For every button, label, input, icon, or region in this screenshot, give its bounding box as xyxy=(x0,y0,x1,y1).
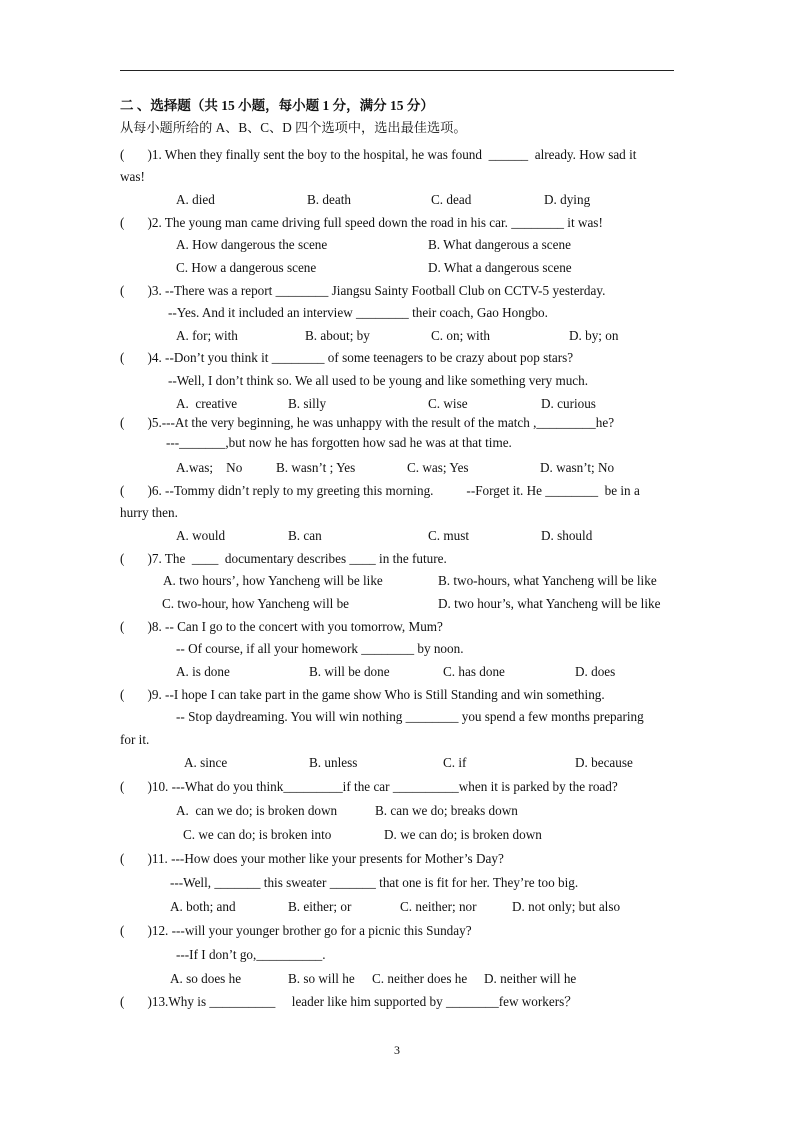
question-7-option-b[interactable]: B. two-hours, what Yancheng will be like xyxy=(438,573,657,588)
question-8-option-d[interactable]: D. does xyxy=(575,664,616,679)
question-10-stem: ( )10. ---What do you think_________if the car __________when it is parked by the road? xyxy=(120,779,618,794)
question-12-stem-cont: ---If I don’t go,__________. xyxy=(176,947,326,962)
question-3-option-b[interactable]: B. about; by xyxy=(305,328,370,343)
question-6-stem-cont: hurry then. xyxy=(120,505,178,520)
question-11-option-c[interactable]: C. neither; nor xyxy=(400,899,477,914)
question-9-option-d[interactable]: D. because xyxy=(575,755,633,770)
question-2-option-d[interactable]: D. What a dangerous scene xyxy=(428,260,572,275)
question-12-option-b[interactable]: B. so will he xyxy=(288,971,355,986)
question-8-option-b[interactable]: B. will be done xyxy=(309,664,390,679)
question-7-option-a[interactable]: A. two hours’, how Yancheng will be like xyxy=(163,573,383,588)
question-3-option-a[interactable]: A. for; with xyxy=(176,328,238,343)
question-2-option-a[interactable]: A. How dangerous the scene xyxy=(176,237,328,252)
question-11-option-a[interactable]: A. both; and xyxy=(170,899,236,914)
question-1-option-a[interactable]: A. died xyxy=(176,192,215,207)
question-7-option-d[interactable]: D. two hour’s, what Yancheng will be like xyxy=(438,596,661,611)
question-1-stem-cont: was! xyxy=(120,169,145,184)
question-2-option-c[interactable]: C. How a dangerous scene xyxy=(176,260,317,275)
question-9-option-a[interactable]: A. since xyxy=(184,755,228,770)
question-4-option-c[interactable]: C. wise xyxy=(428,396,468,411)
question-6-option-a[interactable]: A. would xyxy=(176,528,226,543)
page-number: 3 xyxy=(394,1043,400,1057)
question-11-stem: ( )11. ---How does your mother like your presents for Mother’s Day? xyxy=(120,851,504,866)
question-11-option-d[interactable]: D. not only; but also xyxy=(512,899,621,914)
question-9-option-c[interactable]: C. if xyxy=(443,755,467,770)
section-title: 二 、选择题（共 15 小题，每小题 1 分，满分 15 分） xyxy=(120,98,434,113)
question-10-option-c[interactable]: C. we can do; is broken into xyxy=(183,827,332,842)
question-11-stem-cont: ---Well, _______ this sweater _______ that one is fit for her. They’re too big. xyxy=(170,875,579,890)
question-5-option-b[interactable]: B. wasn’t ; Yes xyxy=(276,460,356,475)
question-3-option-d[interactable]: D. by; on xyxy=(569,328,619,343)
question-11-option-b[interactable]: B. either; or xyxy=(288,899,352,914)
question-10-option-d[interactable]: D. we can do; is broken down xyxy=(384,827,542,842)
question-5-option-d[interactable]: D. wasn’t; No xyxy=(540,460,615,475)
question-9-stem: ( )9. --I hope I can take part in the game show Who is Still Standing and win something. xyxy=(120,687,605,702)
question-4-option-a[interactable]: A. creative xyxy=(176,396,238,411)
question-2-option-b[interactable]: B. What dangerous a scene xyxy=(428,237,571,252)
question-4-option-d[interactable]: D. curious xyxy=(541,396,596,411)
question-1-stem: ( )1. When they finally sent the boy to the hospital, he was found ______ already. How sad it xyxy=(120,147,637,162)
question-4-option-b[interactable]: B. silly xyxy=(288,396,327,411)
question-9-option-b[interactable]: B. unless xyxy=(309,755,358,770)
question-12-option-d[interactable]: D. neither will he xyxy=(484,971,577,986)
question-5-option-c[interactable]: C. was; Yes xyxy=(407,460,469,475)
question-10-option-a[interactable]: A. can we do; is broken down xyxy=(176,803,338,818)
question-3-option-c[interactable]: C. on; with xyxy=(431,328,490,343)
question-5-stem: ( )5.---At the very beginning, he was unhappy with the result of the match ,_________he? xyxy=(120,415,615,430)
question-5-stem-cont: ---_______,but now he has forgotten how sad he was at that time. xyxy=(166,435,512,450)
question-12-option-c[interactable]: C. neither does he xyxy=(372,971,468,986)
question-6-option-b[interactable]: B. can xyxy=(288,528,322,543)
question-10-option-b[interactable]: B. can we do; breaks down xyxy=(375,803,518,818)
question-12-option-a[interactable]: A. so does he xyxy=(170,971,242,986)
question-13-stem: ( )13.Why is __________ leader like him supported by ________few workers？ xyxy=(120,994,578,1009)
header-rule xyxy=(120,70,674,71)
question-4-stem-cont: --Well, I don’t think so. We all used to be young and like something very much. xyxy=(168,373,589,388)
question-9-stem-cont-2: for it. xyxy=(120,732,150,747)
section-instruction: 从每小题所给的 A、B、C、D 四个选项中，选出最佳选项。 xyxy=(120,120,467,135)
question-8-option-a[interactable]: A. is done xyxy=(176,664,230,679)
question-6-option-d[interactable]: D. should xyxy=(541,528,593,543)
question-6-option-c[interactable]: C. must xyxy=(428,528,470,543)
question-8-option-c[interactable]: C. has done xyxy=(443,664,505,679)
question-7-option-c[interactable]: C. two-hour, how Yancheng will be xyxy=(162,596,350,611)
question-8-stem-cont: -- Of course, if all your homework ________ by noon. xyxy=(176,641,464,656)
question-1-option-b[interactable]: B. death xyxy=(307,192,351,207)
question-3-stem-cont: --Yes. And it included an interview ________ their coach, Gao Hongbo. xyxy=(168,305,548,320)
question-4-stem: ( )4. --Don’t you think it ________ of some teenagers to be crazy about pop stars? xyxy=(120,350,574,365)
question-1-option-c[interactable]: C. dead xyxy=(431,192,472,207)
question-2-stem: ( )2. The young man came driving full speed down the road in his car. ________ it was! xyxy=(120,215,603,230)
question-6-stem: ( )6. --Tommy didn’t reply to my greeting this morning. --Forget it. He ________ be in a xyxy=(120,483,640,498)
question-12-stem: ( )12. ---will your younger brother go for a picnic this Sunday? xyxy=(120,923,472,938)
question-1-option-d[interactable]: D. dying xyxy=(544,192,591,207)
question-3-stem: ( )3. --There was a report ________ Jiangsu Sainty Football Club on CCTV-5 yesterday. xyxy=(120,283,606,298)
question-5-option-a[interactable]: A.was; No xyxy=(176,460,243,475)
question-9-stem-cont: -- Stop daydreaming. You will win nothing ________ you spend a few months preparing xyxy=(176,709,644,724)
question-7-stem: ( )7. The ____ documentary describes ____ in the future. xyxy=(120,551,447,566)
question-8-stem: ( )8. -- Can I go to the concert with you tomorrow, Mum? xyxy=(120,619,443,634)
